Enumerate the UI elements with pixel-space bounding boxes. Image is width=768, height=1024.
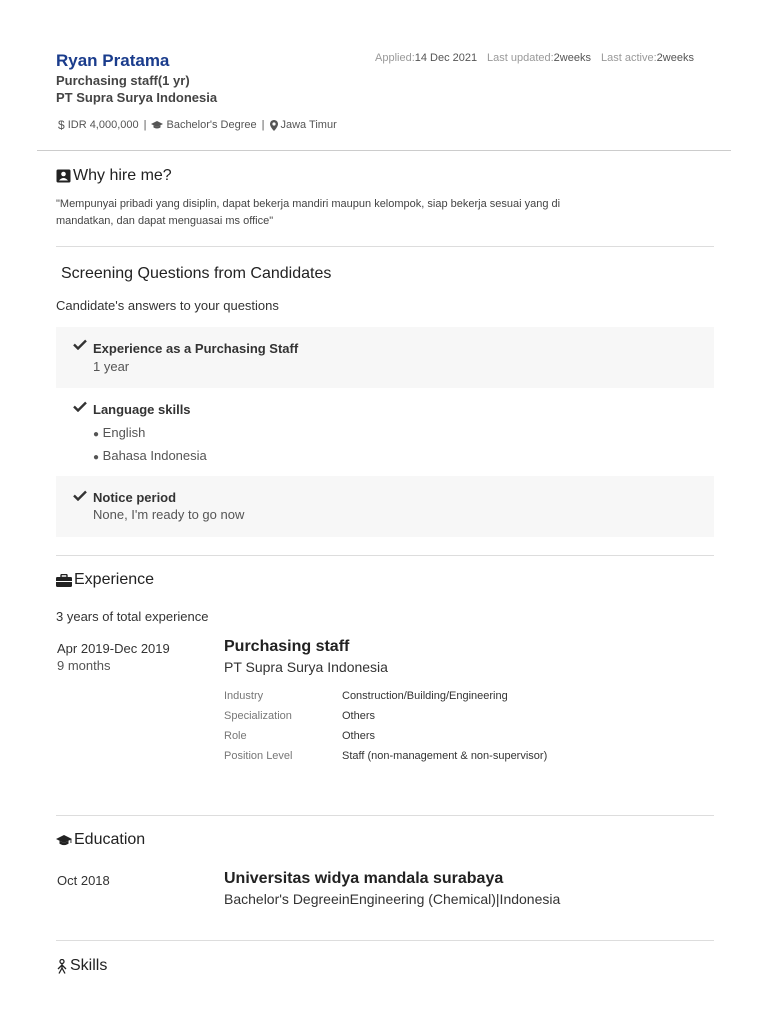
check-icon [73, 490, 87, 501]
education-date: Oct 2018 [57, 873, 110, 888]
section-divider [56, 246, 714, 247]
screening-item-language [56, 388, 714, 476]
language-item: ● English [93, 425, 146, 440]
screening-question: Notice period [93, 490, 177, 505]
why-hire-text: "Mempunyai pribadi yang disiplin, dapat bekerja mandiri maupun kelompok, siap bekerja sesuai yang di mandatkan, dan dapat menguasai ms office" [56, 198, 561, 227]
experience-period: Apr 2019-Dec 2019 [57, 641, 170, 656]
detail-label: Role [224, 730, 247, 742]
expected-salary: IDR 4,000,000 [67, 119, 139, 131]
screening-answer: None, I'm ready to go now [93, 507, 245, 522]
graduation-cap-icon [56, 834, 72, 847]
education-heading: Education [56, 831, 145, 849]
highest-degree: Bachelor's Degree [166, 119, 257, 131]
section-divider [56, 940, 714, 941]
contact-card-icon [56, 169, 71, 183]
candidate-current-title: Purchasing staff(1 yr) [56, 73, 190, 88]
dollar-icon: $ [58, 118, 65, 132]
language-item: ● Bahasa Indonesia [93, 448, 207, 463]
screening-answer: 1 year [93, 359, 130, 374]
check-icon [73, 339, 87, 350]
detail-value: Staff (non-management & non-supervisor) [342, 750, 548, 762]
why-hire-heading: Why hire me? [56, 167, 172, 185]
detail-value: Others [342, 710, 376, 722]
candidate-facts [58, 118, 337, 132]
total-experience: 3 years of total experience [56, 609, 209, 624]
person-icon [56, 959, 68, 974]
screening-question: Experience as a Purchasing Staff [93, 341, 299, 356]
detail-value: Others [342, 730, 376, 742]
location: Jawa Timur [280, 119, 337, 131]
screening-question: Language skills [93, 402, 191, 417]
section-divider [56, 555, 714, 556]
screening-item-notice [56, 476, 714, 537]
candidate-name: Ryan Pratama [56, 51, 170, 70]
screening-heading: Screening Questions from Candidates [61, 265, 332, 282]
last-active: Last active:2weeks [601, 52, 694, 64]
education-degree: Bachelor's DegreeinEngineering (Chemical)|Indonesia [224, 891, 561, 907]
screening-item-experience [56, 327, 714, 388]
experience-duration: 9 months [57, 658, 111, 673]
screening-subheading: Candidate's answers to your questions [56, 298, 279, 313]
detail-label: Specialization [224, 710, 292, 722]
experience-position: Purchasing staff [224, 638, 350, 655]
section-divider [56, 815, 714, 816]
detail-value: Construction/Building/Engineering [342, 690, 508, 702]
applied-date: Applied:14 Dec 2021 [375, 52, 478, 64]
education-school: Universitas widya mandala surabaya [224, 870, 504, 887]
detail-label: Industry [224, 690, 264, 702]
candidate-current-company: PT Supra Surya Indonesia [56, 90, 218, 105]
experience-heading: Experience [56, 571, 154, 589]
briefcase-icon [56, 574, 72, 587]
header-divider [37, 150, 731, 151]
experience-company: PT Supra Surya Indonesia [224, 659, 388, 675]
last-updated: Last updated:2weeks [487, 52, 591, 64]
skills-heading: Skills [56, 957, 107, 975]
detail-label: Position Level [224, 750, 293, 762]
separator: | [143, 119, 147, 131]
graduation-cap-icon [151, 120, 163, 130]
location-pin-icon [270, 120, 278, 131]
separator: | [261, 119, 265, 131]
check-icon [73, 401, 87, 412]
